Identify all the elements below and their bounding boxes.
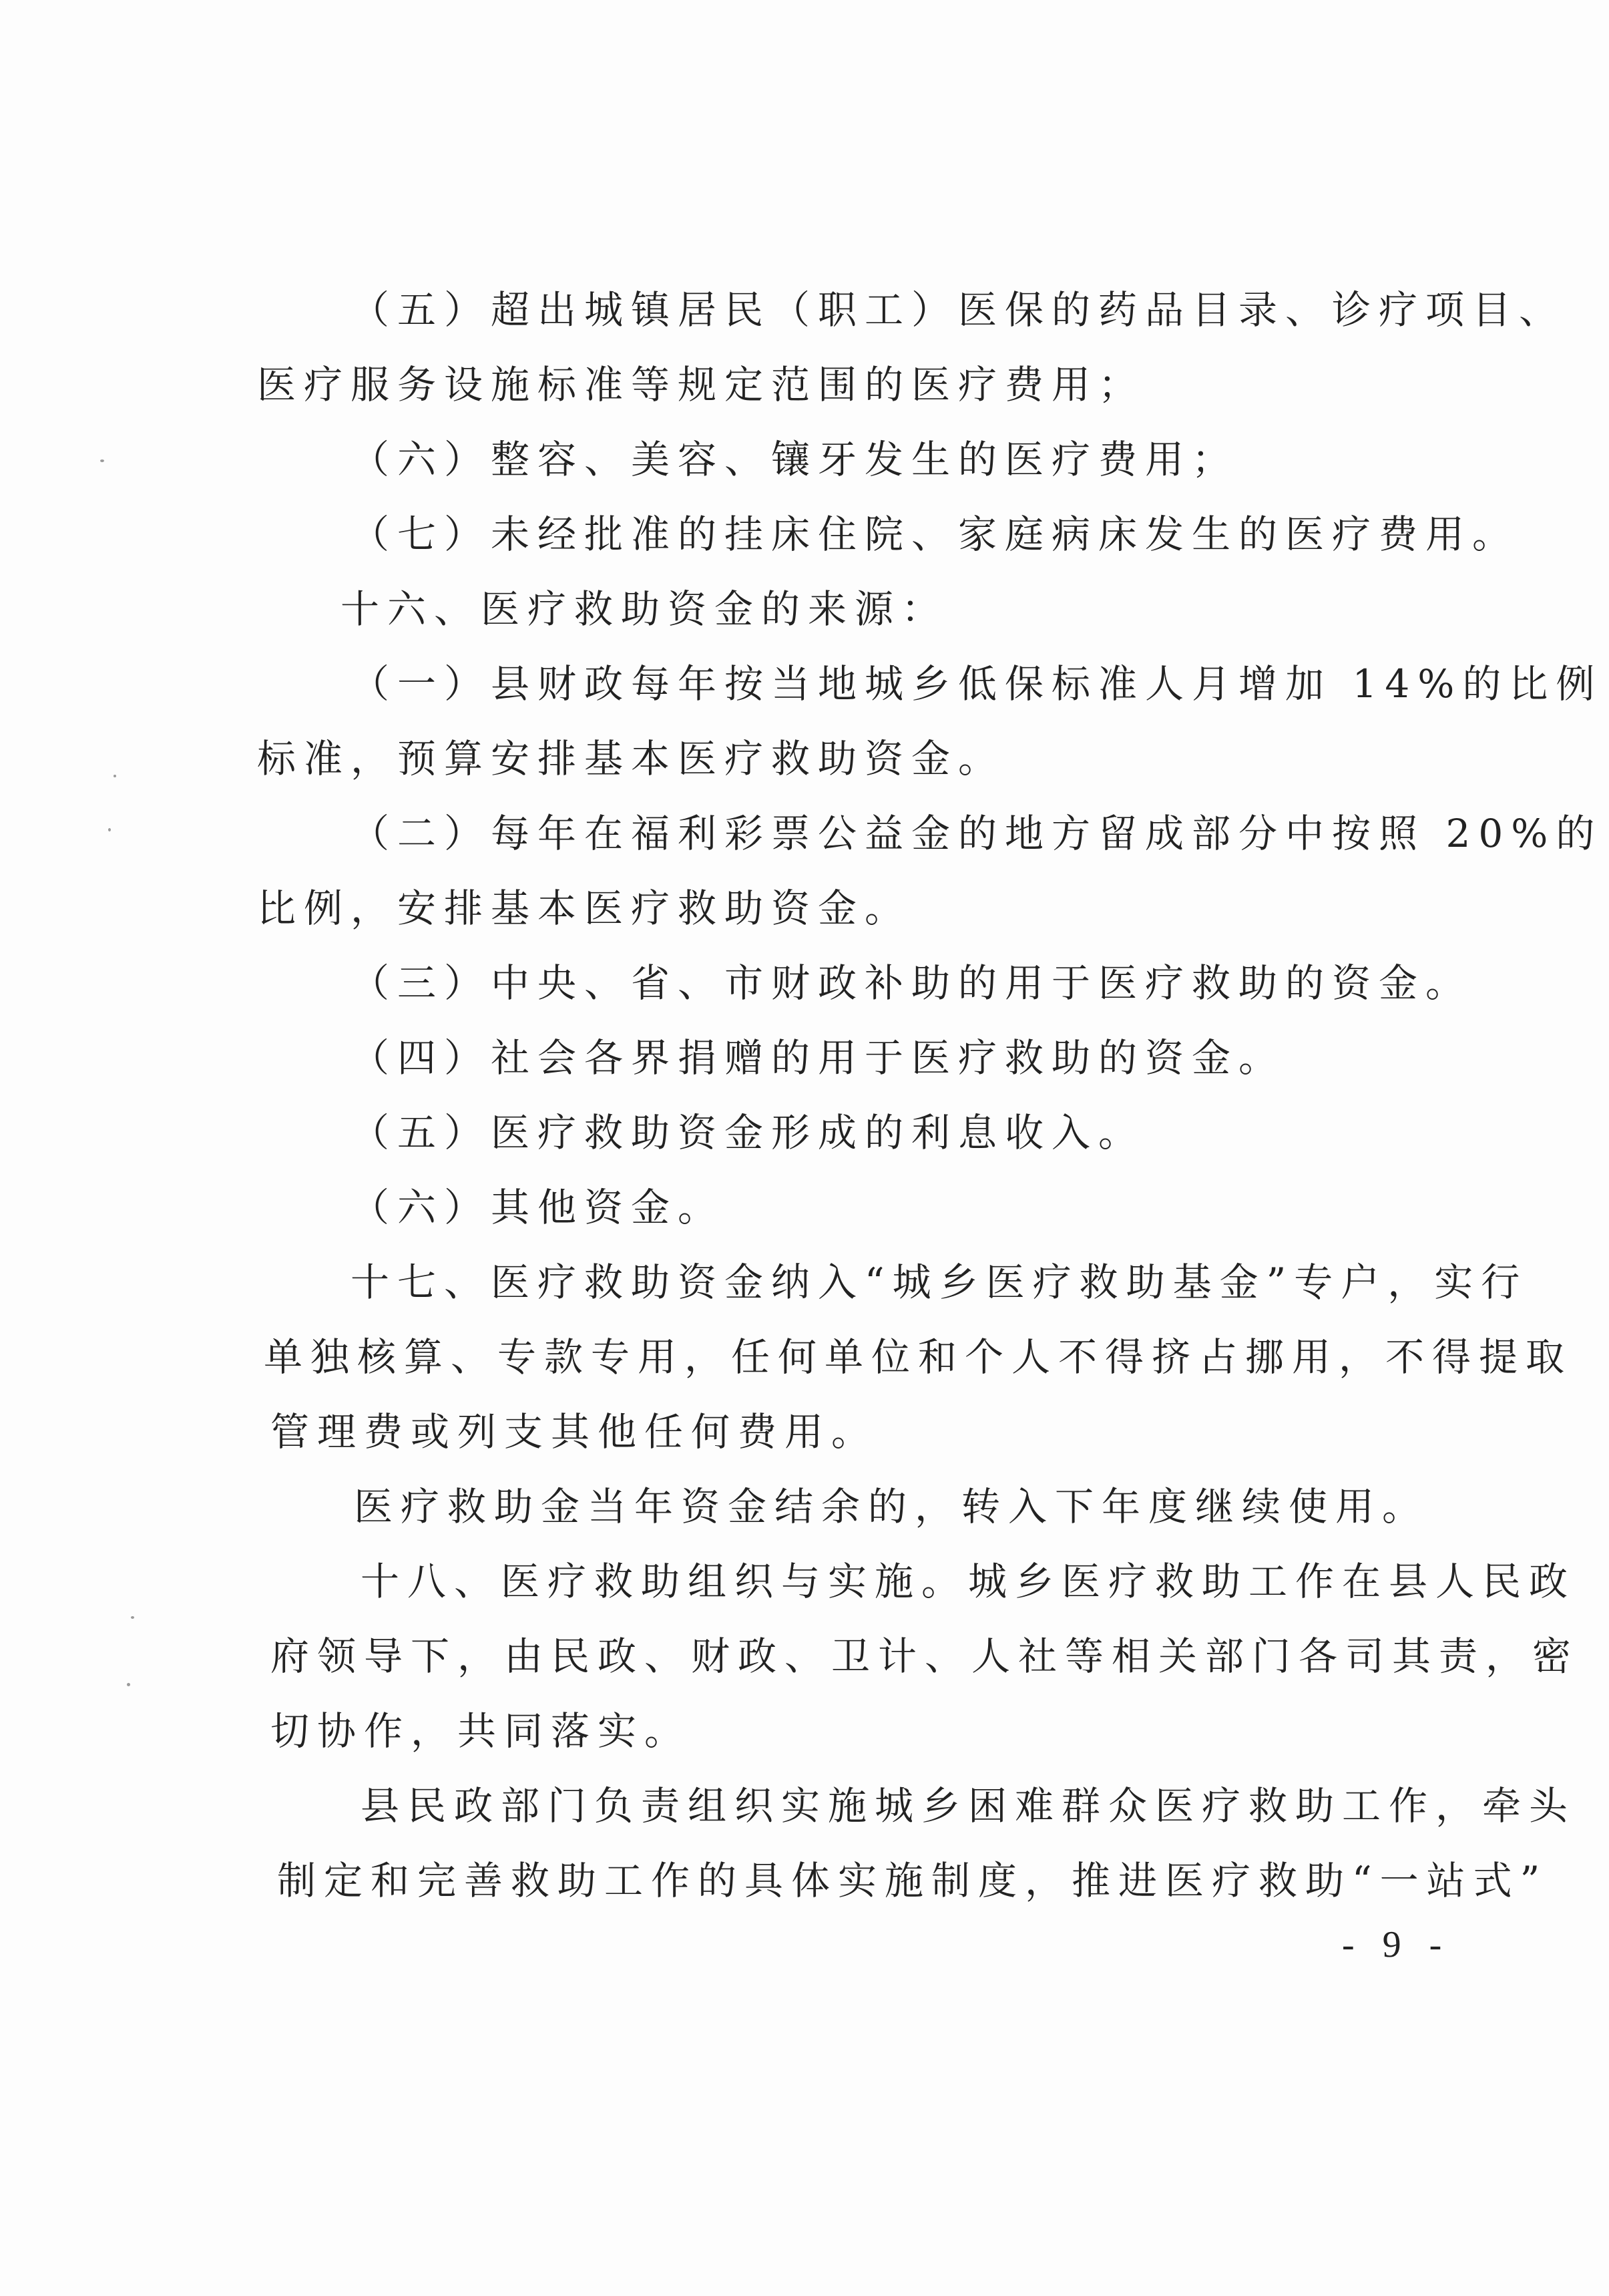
text-line: （五）医疗救助资金形成的利息收入。 [351,1110,1146,1155]
text-line: 标准，预算安排基本医疗救助资金。 [257,736,1005,781]
text-line: （一）县财政每年按当地城乡低保标准人月增加 14%的比例 [351,661,1603,707]
text-line: （六）整容、美容、镶牙发生的医疗费用； [351,437,1239,482]
page-number: - 9 - [1342,1924,1451,1965]
text-line: 十七、医疗救助资金纳入“城乡医疗救助基金”专户，实行 [351,1260,1528,1305]
text-line: （三）中央、省、市财政补助的用于医疗救助的资金。 [351,960,1473,1006]
scan-speck [127,1683,130,1686]
text-line: （七）未经批准的挂床住院、家庭病床发生的医疗费用。 [351,512,1520,557]
text-line: 制定和完善救助工作的具体实施制度，推进医疗救助“一站式” [277,1858,1548,1903]
scan-speck [131,1616,134,1619]
text-line: 府领导下，由民政、财政、卫计、人社等相关部门各司其责，密 [270,1634,1580,1679]
scan-speck [113,775,116,777]
text-line: （四）社会各界捐赠的用于医疗救助的资金。 [351,1035,1286,1081]
text-line: （六）其他资金。 [351,1185,725,1230]
text-line: 十六、医疗救助资金的来源： [340,586,949,632]
text-line: 切协作，共同落实。 [270,1708,692,1754]
text-line: 医疗服务设施标准等规定范围的医疗费用； [257,362,1146,407]
text-line: 比例，安排基本医疗救助资金。 [257,886,912,931]
text-line: 单独核算、专款专用，任何单位和个人不得挤占挪用，不得提取 [264,1334,1573,1380]
text-line: （二）每年在福利彩票公益金的地方留成部分中按照 20%的 [351,811,1603,856]
text-line: 十八、医疗救助组织与实施。城乡医疗救助工作在县人民政 [361,1559,1576,1604]
text-line: 管理费或列支其他任何费用。 [270,1409,879,1455]
text-line: 县民政部门负责组织实施城乡困难群众医疗救助工作，牵头 [361,1783,1576,1829]
scan-speck [100,459,104,462]
text-line: （五）超出城镇居民（职工）医保的药品目录、诊疗项目、 [351,287,1566,333]
scan-speck [108,828,111,831]
text-line: 医疗救助金当年资金结余的，转入下年度继续使用。 [354,1484,1429,1529]
